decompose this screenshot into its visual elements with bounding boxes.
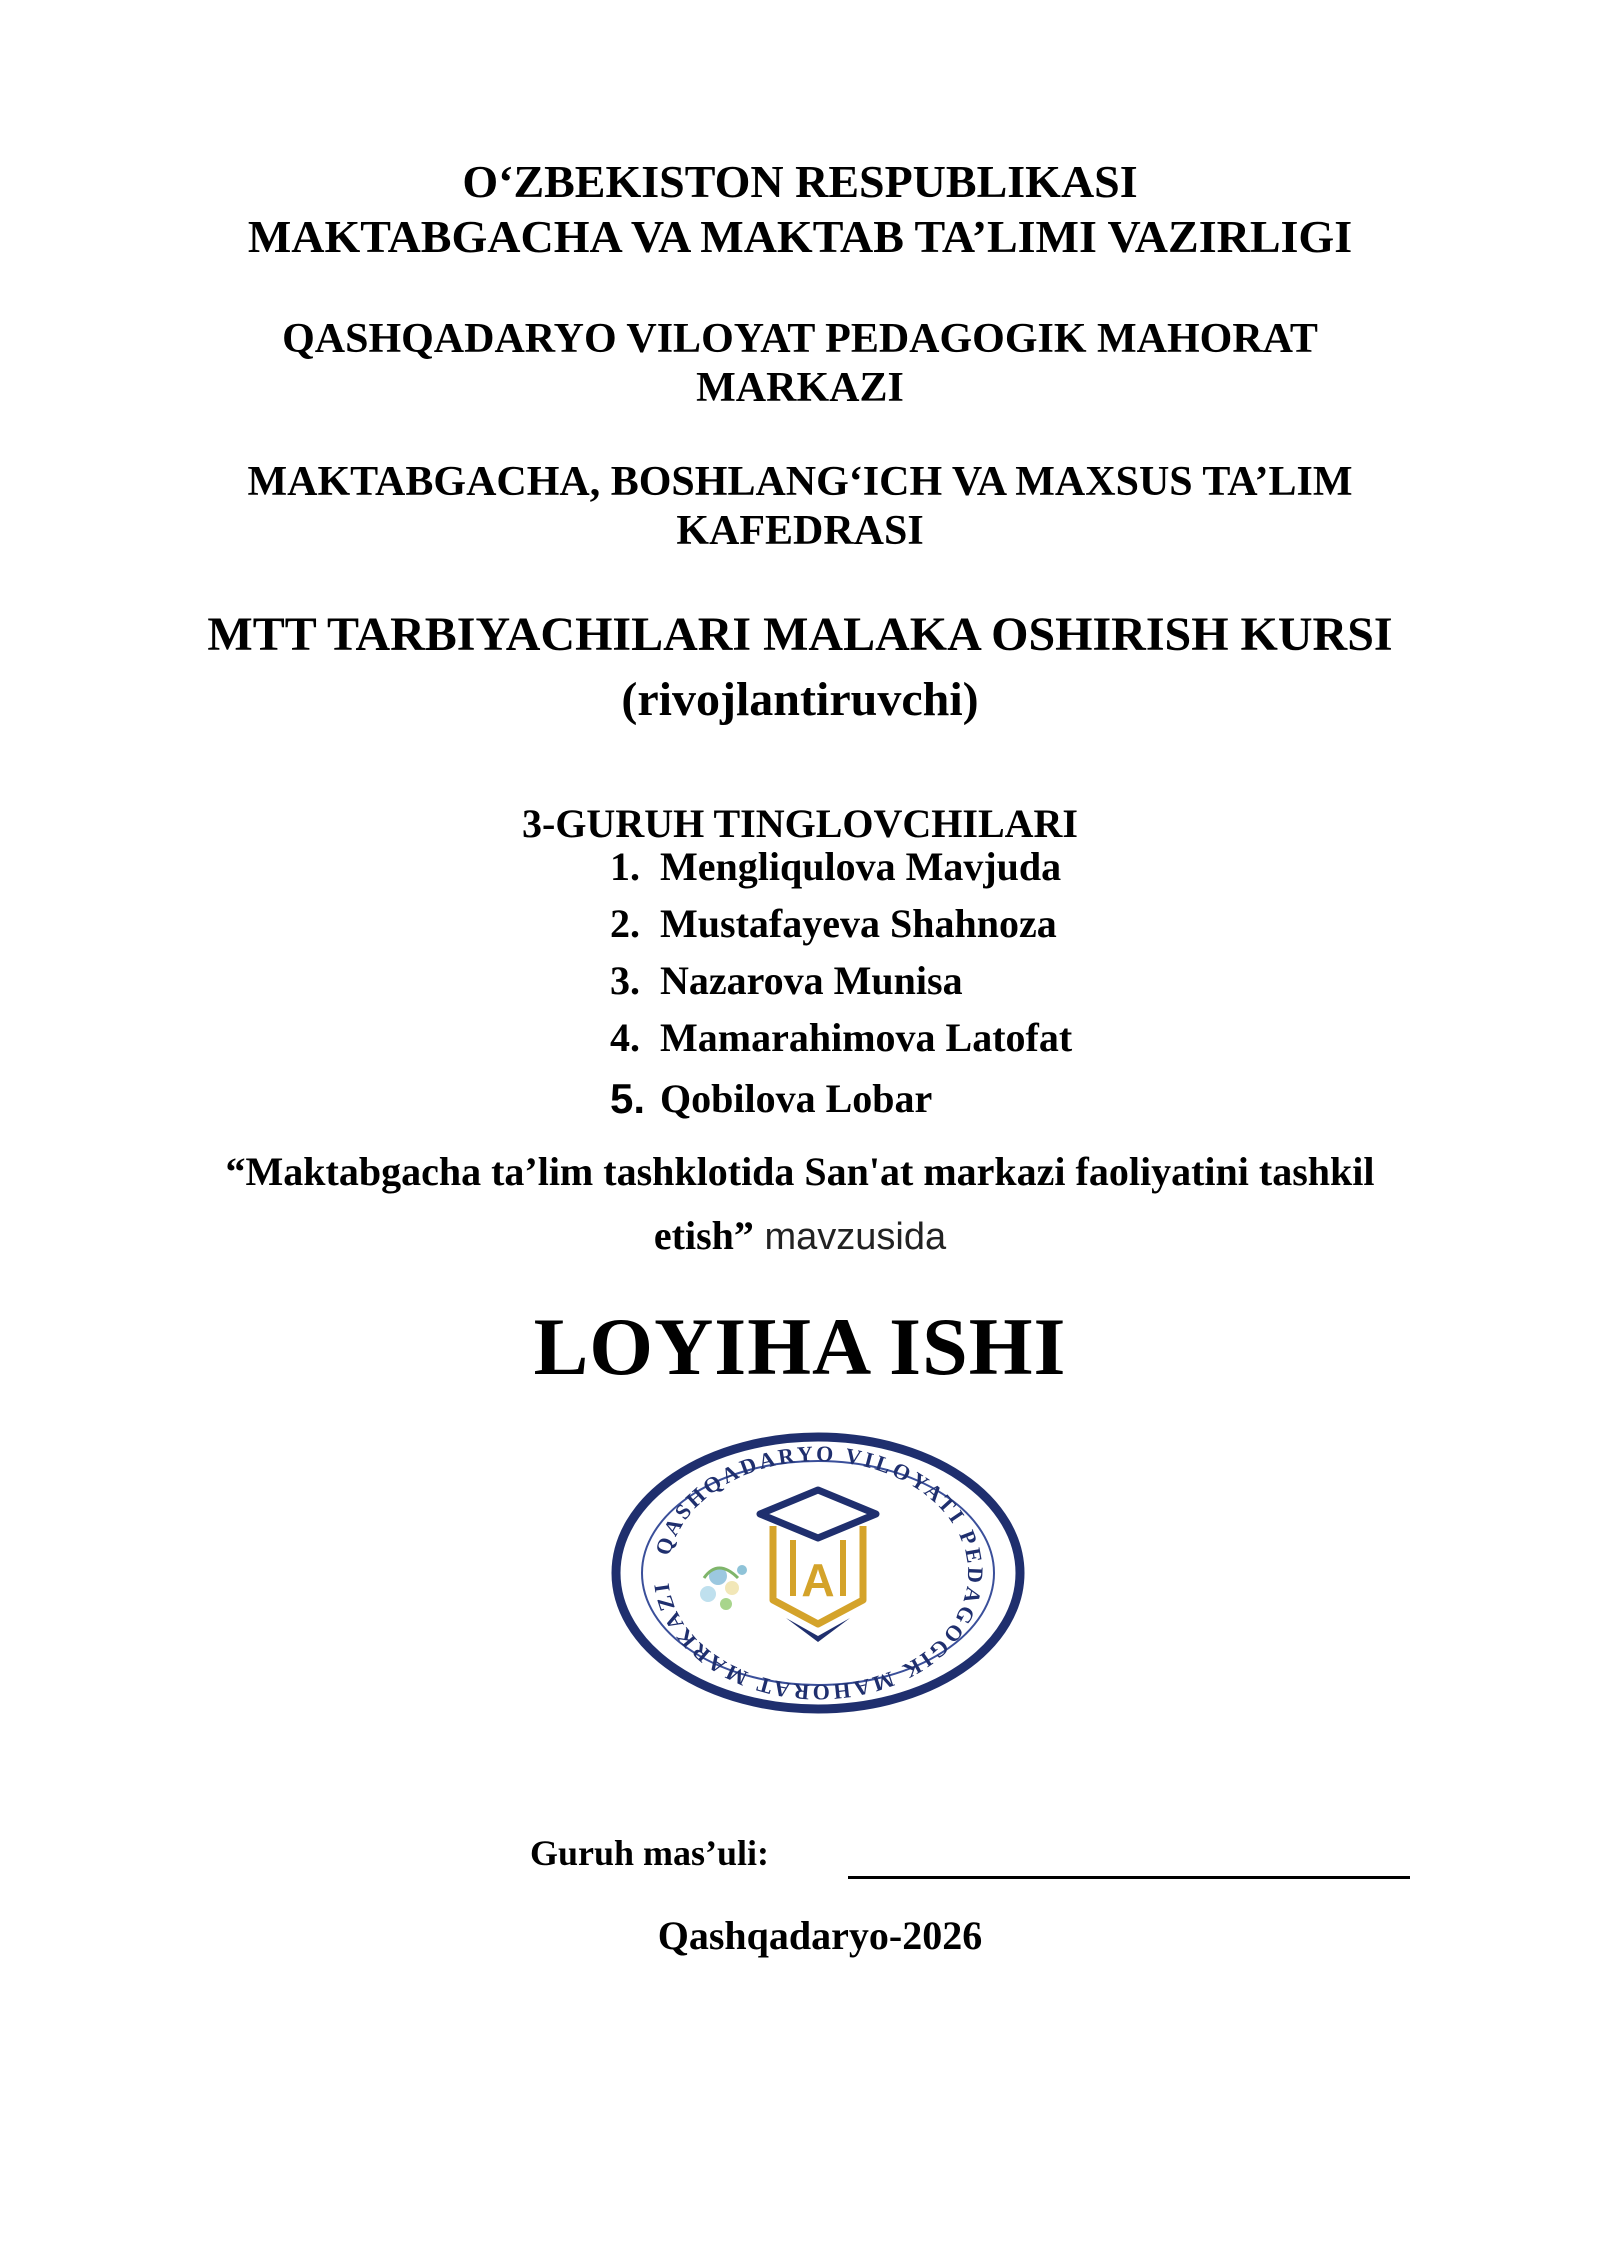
member-name: Qobilova Lobar	[660, 1076, 933, 1121]
signature-line	[848, 1876, 1410, 1879]
member-list	[610, 838, 1072, 1132]
country-title: O‘ZBEKISTON RESPUBLIKASI	[462, 156, 1138, 207]
list-item	[610, 895, 1072, 952]
group-heading: 3-GURUH TINGLOVCHILARI	[522, 801, 1078, 846]
center-title-line2: MARKAZI	[696, 365, 904, 411]
member-number: 1.	[610, 844, 640, 889]
member-name: Nazarova Munisa	[660, 958, 963, 1003]
place-year: Qashqadaryo-2026	[657, 1913, 983, 1958]
member-number: 2.	[610, 901, 640, 946]
topic-line2	[0, 1212, 1600, 1259]
seal-logo	[608, 1428, 1028, 1718]
member-number: 3.	[610, 958, 640, 1003]
ministry-title: MAKTABGACHA VA MAKTAB TA’LIMI VAZIRLIGI	[247, 211, 1353, 262]
signature-label: Guruh mas’uli:	[530, 1833, 770, 1873]
course-subtitle: (rivojlantiruvchi)	[621, 673, 979, 726]
department-title-line2: KAFEDRASI	[676, 508, 924, 554]
list-item	[610, 838, 1072, 895]
topic-line1: “Maktabgacha ta’lim tashklotida San'at markazi faoliyatini tashkil	[225, 1149, 1375, 1194]
topic-line2-bold: etish”	[653, 1213, 754, 1258]
member-name: Mengliqulova Mavjuda	[660, 844, 1062, 889]
department-title-line1: MAKTABGACHA, BOSHLANG‘ICH VA MAXSUS TA’LIM	[247, 459, 1353, 505]
emblem-letter: A	[801, 1554, 835, 1606]
member-name: Mustafayeva Shahnoza	[660, 901, 1057, 946]
topic-line2-normal: mavzusida	[753, 1216, 947, 1258]
page-title: LOYIHA ISHI	[533, 1301, 1067, 1392]
course-title: MTT TARBIYACHILARI MALAKA OSHIRISH KURSI	[207, 608, 1393, 661]
center-title-line1: QASHQADARYO VILOYAT PEDAGOGIK MAHORAT	[282, 316, 1318, 362]
seal-ring-text: QASHQADARYO VILOYATI PEDAGOGIK MAHORAT MARKAZI	[648, 1440, 989, 1706]
member-name: Mamarahimova Latofat	[660, 1015, 1073, 1060]
list-item	[610, 952, 1072, 1009]
list-item	[610, 1009, 1072, 1066]
list-item	[610, 1066, 1072, 1132]
member-number: 5.	[610, 1075, 646, 1122]
member-number: 4.	[610, 1015, 640, 1060]
